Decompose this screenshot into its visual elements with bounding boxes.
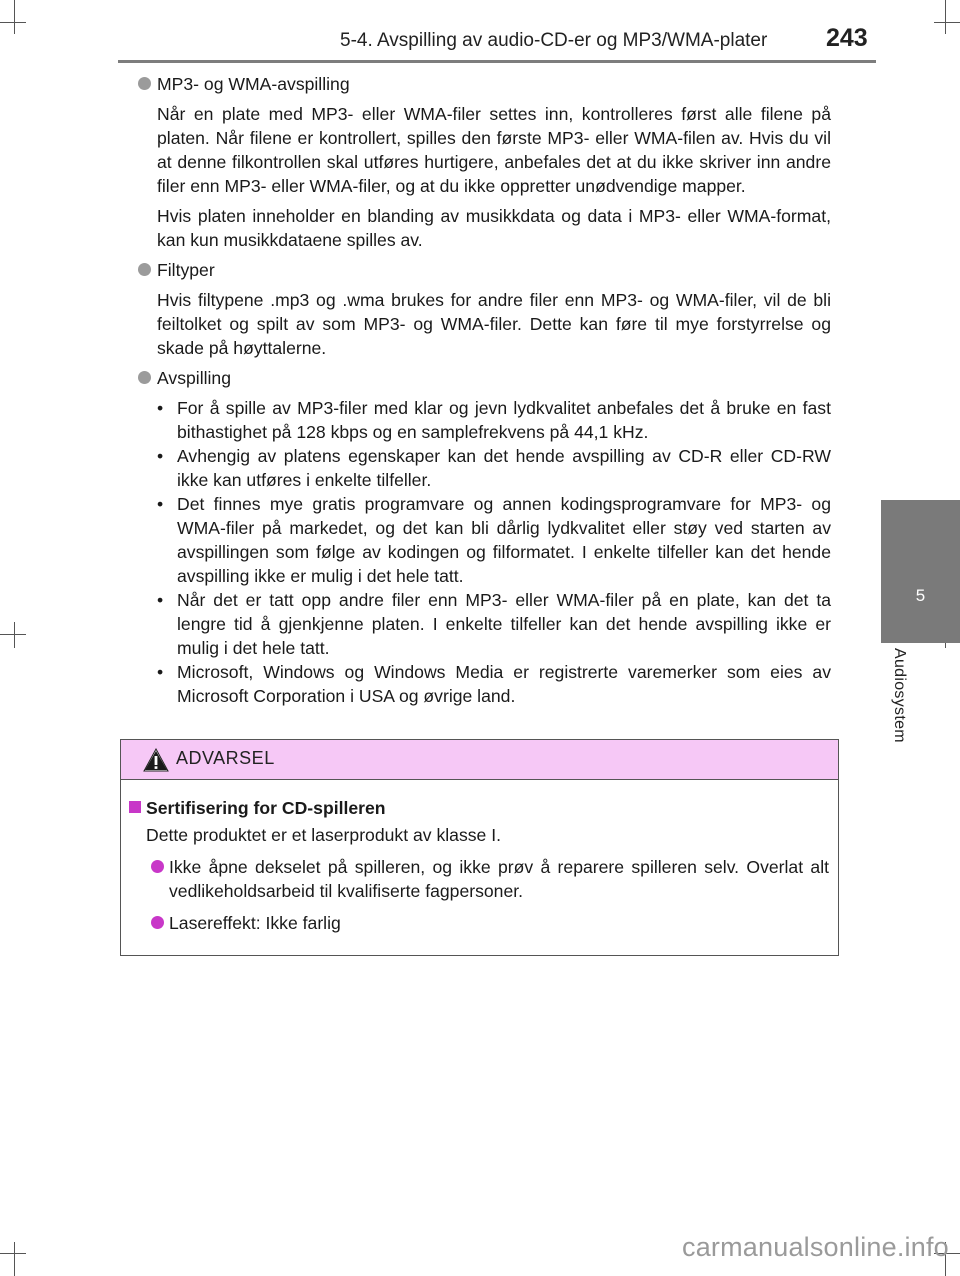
watermark: carmanualsonline.info	[682, 1232, 949, 1262]
warning-item-text: Ikke åpne dekselet på spilleren, og ikke prøv å reparere spilleren selv. Overlat alt vedlikeholdsarbeid til kvalifiserte fagpersoner.	[169, 857, 829, 901]
chapter-tab	[881, 500, 960, 643]
bullet-circle-icon	[138, 77, 151, 90]
crop-mark	[14, 0, 15, 34]
list-item-text: Når det er tatt opp andre filer enn MP3- eller WMA-filer på en plate, kan det ta lengre tid å gjenkjenne platen. I enkelte tilfeller kan det hende avspilling ikke er mulig i det hele tatt.	[177, 590, 831, 658]
chapter-label	[881, 648, 921, 778]
section-heading-text: MP3- og WMA-avspilling	[157, 74, 350, 94]
warning-item	[129, 911, 829, 935]
crop-mark	[14, 622, 15, 648]
bullet-icon: •	[157, 446, 164, 466]
chapter-number: 5	[915, 586, 926, 605]
list-item	[157, 492, 831, 588]
paragraph: Når en plate med MP3- eller WMA-filer settes inn, kontrolleres først alle filene på platen. Når filene er kontrollert, spilles den første MP3- eller WMA-filen av. Hvis du vil at denne filkontrollen skal utføres hurtigere, anbefales det at du ikke skriver inn andre filer enn MP3- eller WMA-filer, og at du ikke oppretter unødvendige mapper.	[157, 104, 831, 196]
list-item-text: Avhengig av platens egenskaper kan det hende avspilling av CD-R eller CD-RW ikke kan utføres i enkelte tilfeller.	[177, 446, 831, 490]
paragraph: Hvis platen inneholder en blanding av musikkdata og data i MP3- eller WMA-format, kan kun musikkdataene spilles av.	[157, 206, 831, 250]
main-content	[135, 72, 831, 714]
crop-mark	[945, 0, 946, 34]
bullet-circle-icon	[151, 916, 164, 929]
bullet-icon: •	[157, 398, 164, 418]
running-header: 5-4. Avspilling av audio-CD-er og MP3/WMA-plater	[340, 30, 768, 51]
warning-header	[121, 740, 838, 780]
crop-mark	[0, 634, 26, 635]
list-item	[157, 396, 831, 444]
list-item	[157, 444, 831, 492]
list-item	[157, 660, 831, 708]
warning-triangle-icon	[143, 748, 169, 772]
bullet-icon: •	[157, 494, 164, 514]
crop-mark	[14, 1242, 15, 1276]
section-heading	[135, 72, 831, 96]
section-heading-text: Avspilling	[157, 368, 232, 388]
list-item-text: Det finnes mye gratis programvare og annen kodingsprogramvare for MP3- og WMA-filer på markedet, og det kan bli dårlig lydkvalitet eller støy ved starten av avspillingen som følge av kodingen og filformatet. I enkelte tilfeller kan det hende avspilling ikke er mulig i det hele tatt.	[177, 494, 831, 586]
list-item-text: Microsoft, Windows og Windows Media er registrerte varemerker som eies av Microsoft Corporation i USA og øvrige land.	[177, 662, 831, 706]
warning-item-text: Lasereffekt: Ikke farlig	[169, 913, 341, 933]
bullet-circle-icon	[151, 860, 164, 873]
bullet-list	[135, 396, 831, 708]
section-heading	[135, 258, 831, 282]
warning-subheading	[129, 796, 829, 820]
warning-subheading-text: Sertifisering for CD-spilleren	[146, 798, 386, 818]
crop-mark	[934, 22, 960, 23]
warning-item	[129, 855, 829, 903]
bullet-icon: •	[157, 662, 164, 682]
square-bullet-icon	[129, 801, 141, 813]
bullet-circle-icon	[138, 263, 151, 276]
crop-mark	[0, 22, 26, 23]
section-heading	[135, 366, 831, 390]
bullet-circle-icon	[138, 371, 151, 384]
list-item	[157, 588, 831, 660]
chapter-label-text: Audiosystem	[891, 648, 908, 743]
warning-box	[120, 739, 839, 956]
section-heading-text: Filtyper	[157, 260, 215, 280]
warning-title: ADVARSEL	[176, 748, 275, 768]
header-rule	[118, 60, 876, 63]
warning-intro: Dette produktet er et laserprodukt av klasse I.	[146, 825, 501, 845]
list-item-text: For å spille av MP3-filer med klar og jevn lydkvalitet anbefales det å bruke en fast bithastighet på 128 kbps og en samplefrekvens på 44,1 kHz.	[177, 398, 831, 442]
paragraph: Hvis filtypene .mp3 og .wma brukes for andre filer enn MP3- og WMA-filer, vil de bli feiltolket og spilt av som MP3- og WMA-filer. Dette kan føre til mye forstyrrelse og skade på høyttalerne.	[157, 290, 831, 358]
page-number: 243	[826, 24, 868, 52]
warning-body	[129, 796, 829, 943]
crop-mark	[0, 1253, 26, 1254]
bullet-icon: •	[157, 590, 164, 610]
